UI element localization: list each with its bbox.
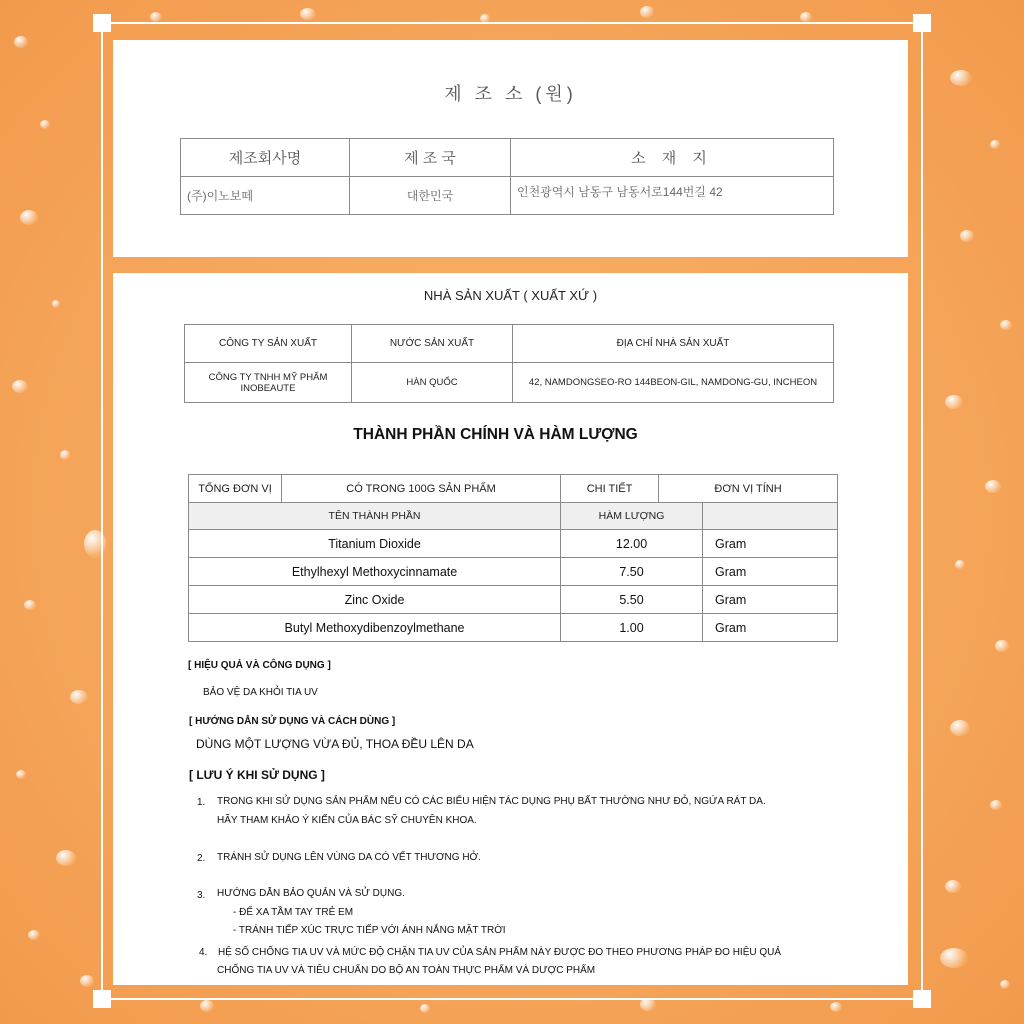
caution-item-text: CHỐNG TIA UV VÀ TIÊU CHUẨN DO BỘ AN TOÀN THỰC PHẨM VÀ DƯỢC PHẨM	[217, 965, 596, 976]
ingredient-unit: Gram	[703, 614, 838, 642]
korean-header-country: 제 조 국	[350, 139, 511, 177]
caution-item-text: HÃY THAM KHẢO Ý KIẾN CỦA BÁC SỸ CHUYÊN KHOA.	[217, 815, 477, 826]
ingredient-row	[189, 586, 838, 614]
korean-table-header-row	[181, 139, 834, 177]
header-unit-blank	[703, 503, 838, 530]
caution-item-number: 1.	[197, 797, 206, 808]
ingredient-amount: 12.00	[561, 530, 703, 558]
header-ingredient-name: TÊN THÀNH PHẦN	[189, 503, 561, 530]
frame-corner-top-left	[93, 14, 111, 32]
ingredient-amount: 1.00	[561, 614, 703, 642]
korean-table-row	[181, 177, 834, 215]
company-name-line2: INOBEAUTE	[240, 382, 296, 394]
korean-manufacturer-table	[180, 138, 834, 215]
manufacturer-header-row	[185, 325, 834, 363]
korean-country: 대한민국	[350, 177, 511, 215]
summary-per-100g: CÓ TRONG 100G SẢN PHẨM	[282, 475, 561, 503]
ingredient-name: Ethylhexyl Methoxycinnamate	[189, 558, 561, 586]
ingredients-summary-row	[189, 475, 838, 503]
korean-address: 인천광역시 남동구 남동서로144번길 42	[511, 177, 834, 215]
ingredient-row	[189, 614, 838, 642]
ingredients-header-row	[189, 503, 838, 530]
ingredient-row	[189, 530, 838, 558]
ingredient-amount: 5.50	[561, 586, 703, 614]
ingredient-name: Zinc Oxide	[189, 586, 561, 614]
caution-item-number: 3.	[197, 890, 206, 901]
frame-corner-top-right	[913, 14, 931, 32]
effects-heading: [ HIỆU QUẢ VÀ CÔNG DỤNG ]	[188, 660, 331, 671]
address-value: 42, NAMDONGSEO-RO 144BEON-GIL, NAMDONG-GU, INCHEON	[513, 363, 834, 403]
korean-section-title: 제 조 소 (원)	[444, 84, 577, 104]
summary-detail: CHI TIẾT	[561, 475, 659, 503]
caution-item-subtext: - TRÁNH TIẾP XÚC TRỰC TIẾP VỚI ÁNH NẮNG MẶT TRỜI	[233, 925, 506, 936]
ingredient-unit: Gram	[703, 586, 838, 614]
caution-item-text: TRONG KHI SỬ DỤNG SẢN PHẨM NẾU CÓ CÁC BIỂU HIỆN TÁC DỤNG PHỤ BẤT THƯỜNG NHƯ ĐỎ, NGỨA RÁT DA.	[217, 796, 766, 807]
manufacturer-table	[184, 324, 834, 403]
caution-item-text: HỆ SỐ CHỐNG TIA UV VÀ MỨC ĐỘ CHẶN TIA UV CỦA SẢN PHẨM NÀY ĐƯỢC ĐO THEO PHƯƠNG PHÁP ĐO HIỆU QUẢ	[218, 947, 782, 958]
frame-corner-bottom-right	[913, 990, 931, 1008]
usage-text: DÙNG MỘT LƯỢNG VỪA ĐỦ, THOA ĐỀU LÊN DA	[196, 737, 474, 751]
summary-total-unit: TỔNG ĐƠN VỊ	[189, 475, 282, 503]
summary-unit: ĐƠN VỊ TÍNH	[659, 475, 838, 503]
korean-header-company: 제조회사명	[181, 139, 350, 177]
ingredient-unit: Gram	[703, 558, 838, 586]
caution-item-subtext: - ĐỂ XA TẦM TAY TRẺ EM	[233, 907, 354, 918]
header-country: NƯỚC SẢN XUẤT	[352, 325, 513, 363]
caution-item-number: 2.	[197, 853, 206, 864]
company-name-line1: CÔNG TY TNHH MỸ PHẨM	[208, 371, 328, 383]
caution-item-text: TRÁNH SỬ DỤNG LÊN VÙNG DA CÓ VẾT THƯƠNG HỞ.	[217, 852, 481, 863]
header-amount: HÀM LƯỢNG	[561, 503, 703, 530]
manufacturer-section-title: NHÀ SẢN XUẤT ( XUẤT XỨ )	[423, 288, 598, 303]
company-name	[185, 363, 352, 403]
ingredient-name: Titanium Dioxide	[189, 530, 561, 558]
ingredients-table	[188, 474, 838, 642]
korean-header-address: 소 재 지	[511, 139, 834, 177]
manufacturer-data-row	[185, 363, 834, 403]
ingredient-amount: 7.50	[561, 558, 703, 586]
frame-corner-bottom-left	[93, 990, 111, 1008]
country-value: HÀN QUỐC	[352, 363, 513, 403]
caution-item-text: HƯỚNG DẪN BẢO QUẢN VÀ SỬ DỤNG.	[217, 888, 405, 899]
ingredients-section-title: THÀNH PHẦN CHÍNH VÀ HÀM LƯỢNG	[353, 426, 638, 443]
ingredient-row	[189, 558, 838, 586]
ingredient-name: Butyl Methoxydibenzoylmethane	[189, 614, 561, 642]
header-address: ĐỊA CHỈ NHÀ SẢN XUẤT	[513, 325, 834, 363]
cautions-heading: [ LƯU Ý KHI SỬ DỤNG ]	[189, 768, 325, 782]
vietnamese-label-panel	[113, 273, 908, 985]
usage-heading: [ HƯỚNG DẪN SỬ DỤNG VÀ CÁCH DÙNG ]	[189, 716, 396, 727]
header-company: CÔNG TY SẢN XUẤT	[185, 325, 352, 363]
caution-item-number: 4.	[199, 947, 208, 958]
korean-manufacturer-panel	[113, 40, 908, 257]
korean-company-name: (주)이노보떼	[181, 177, 350, 215]
effects-text: BẢO VỆ DA KHỎI TIA UV	[203, 687, 318, 698]
ingredient-unit: Gram	[703, 530, 838, 558]
